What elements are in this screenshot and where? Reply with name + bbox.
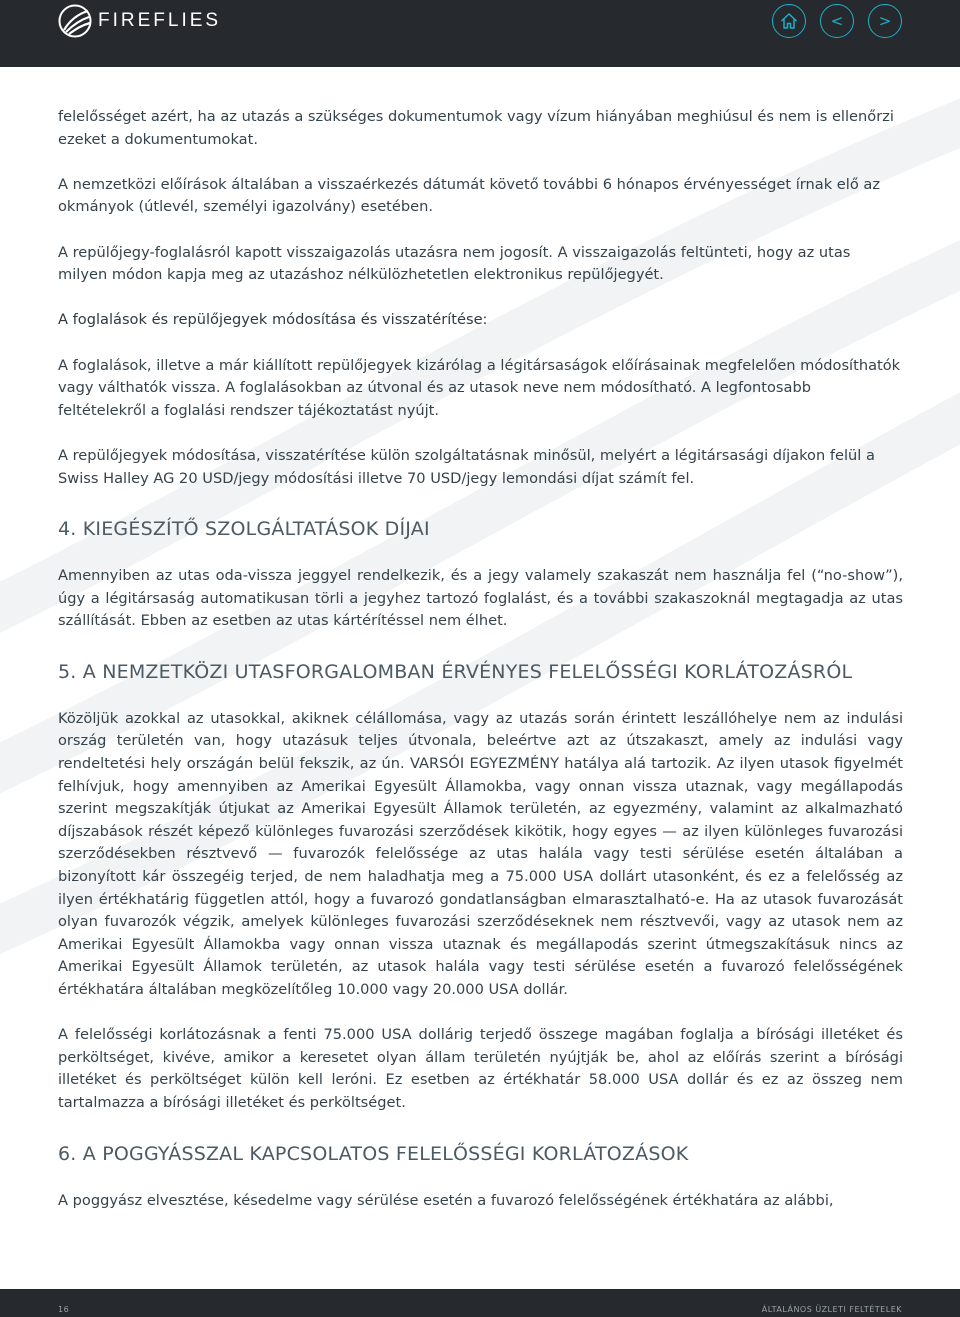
paragraph: A repülőjegyek módosítása, visszatérítése külön szolgáltatásnak minősül, melyért a légitársasági díjakon felül a Swiss Halley AG 20 USD/jegy módosítási illetve 70 USD/jegy lemondási díjat számít fel. bbox=[58, 446, 875, 487]
paragraph: felelősséget azért, ha az utazás a szükséges dokumentumok vagy vízum hiányában meghiúsul és nem is ellenőrzi ezeket a dokumentumokat. bbox=[58, 108, 894, 148]
paragraph: A foglalások, illetve a már kiállított repülőjegyek kizárólag a légitársaságok előírásainak megfelelően módosíthatók vagy válthatók vissza. A foglalásokban az útvonal és az utasok neve nem módosítható. A legfontosabb feltételekről a foglalási rendszer tájékoztatást nyújt. bbox=[58, 356, 901, 419]
document-body bbox=[58, 106, 903, 1212]
next-page-button[interactable] bbox=[868, 4, 902, 38]
subheading: A foglalások és repülőjegyek módosítása és visszatérítése: bbox=[58, 311, 488, 329]
footer-bar bbox=[0, 1289, 960, 1317]
paragraph: A nemzetközi előírások általában a visszaérkezés dátumát követő további 6 hónapos érvényességet írnak elő az okmányok (útlevél, személyi igazolvány) esetében. bbox=[58, 175, 881, 216]
next-label: > bbox=[878, 12, 892, 30]
home-icon bbox=[779, 11, 799, 31]
brand-logo[interactable] bbox=[58, 4, 221, 38]
logo-text: FIREFLIES bbox=[98, 10, 222, 31]
section-heading: 4. KIEGÉSZÍTŐ SZOLGÁLTATÁSOK DÍJAI bbox=[58, 518, 430, 541]
paragraph: A repülőjegy-foglalásról kapott visszaigazolás utazásra nem jogosít. A visszaigazolás feltünteti, hogy az utas milyen módon kapja meg az utazáshoz nélkülözhetetlen elektronikus repülőjegyét. bbox=[58, 243, 851, 284]
paragraph: A felelősségi korlátozásnak a fenti 75.000 USA dollárig terjedő összege magában foglalja a bírósági illetéket és perköltséget, kivéve, amikor a keresetet olyan állam területén nyújtják be, ahol az előírás szerint a bírósági illetéket és perköltséget külön kell leróni. Ez esetben az értékhatár 58.000 USA dollár és ez az összeg nem tartalmazza a bírósági illetéket és perköltséget. bbox=[58, 1026, 903, 1111]
section-heading: 6. A POGGYÁSSZAL KAPCSOLATOS FELELŐSSÉGI KORLÁTOZÁSOK bbox=[58, 1142, 689, 1165]
previous-page-button[interactable] bbox=[820, 4, 854, 38]
paragraph: Amennyiben az utas oda-vissza jeggyel rendelkezik, és a jegy valamely szakaszát nem használja fel (“no-show”), úgy a légitársaság automatikusan törli a jegyhez tartozó foglalást, és a további szakaszoknál megtagadja az utas szállítását. Ebben az esetben az utas kártérítéssel nem élhet. bbox=[58, 567, 903, 630]
home-button[interactable] bbox=[772, 4, 806, 38]
fireflies-logo-icon bbox=[58, 4, 92, 38]
paragraph: A poggyász elvesztése, késedelme vagy sérülése esetén a fuvarozó felelősségének értékhatára az alábbi, bbox=[58, 1191, 834, 1209]
paragraph: Közöljük azokkal az utasokkal, akiknek célállomása, vagy az utazás során érintett leszállóhelye nem az indulási ország területén van, hogy utazásuk teljes útvonala, beleértve azt az útszakaszt, amely az indulási vagy rendeltetési hely országán belül fekszik, az ún. VARSÓI EGYEZMÉNY hatálya alá tartozik. Az ilyen utasok figyelmét felhívjuk, hogy amennyiben az Amerikai Egyesült Államokba, vagy onnan vissza utaznak, vagy megállapodás szerint megszakítják útjukat az Amerikai Egyesült Államok területén, az egyezmény, valamint az alkalmazható díjszabások részét képező különleges fuvarozási szerződések kikötik, hogy egyes — az ilyen különleges fuvarozási szerződésekben résztvevő — fuvarozók felelőssége az utas halála vagy testi sérülése esetén általában a bizonyított kár összegéig terjed, de nem haladhatja meg a 75.000 USA dollárt utasonként, és ez a felelősség az ilyen értékhatárig független attól, hogy a fuvarozó gondatlanságban elmarasztalható-e. Ha az utasok fuvarozását olyan fuvarozók végzik, amelyek különleges fuvarozási szerződéseknek nem résztvevői, vagy az utasok nem az Amerikai Egyesült Államokba vagy onnan vissza utaznak és megállapodás szerint útmegszakításuk nincs az Amerikai Egyesült Államok területén, az utasok halála vagy testi sérülése esetén a fuvarozó felelősségének értékhatára általában megközelítőleg 10.000 vagy 20.000 USA dollár. bbox=[58, 709, 903, 998]
section-heading: 5. A NEMZETKÖZI UTASFORGALOMBAN ÉRVÉNYES FELELŐSSÉGI KORLÁTOZÁSRÓL bbox=[58, 660, 853, 683]
header-bar bbox=[0, 0, 960, 67]
previous-label: < bbox=[830, 12, 844, 30]
footer-title: ÁLTALÁNOS ÜZLETI FELTÉTELEK bbox=[761, 1305, 902, 1314]
page-number: 16 bbox=[58, 1305, 70, 1314]
